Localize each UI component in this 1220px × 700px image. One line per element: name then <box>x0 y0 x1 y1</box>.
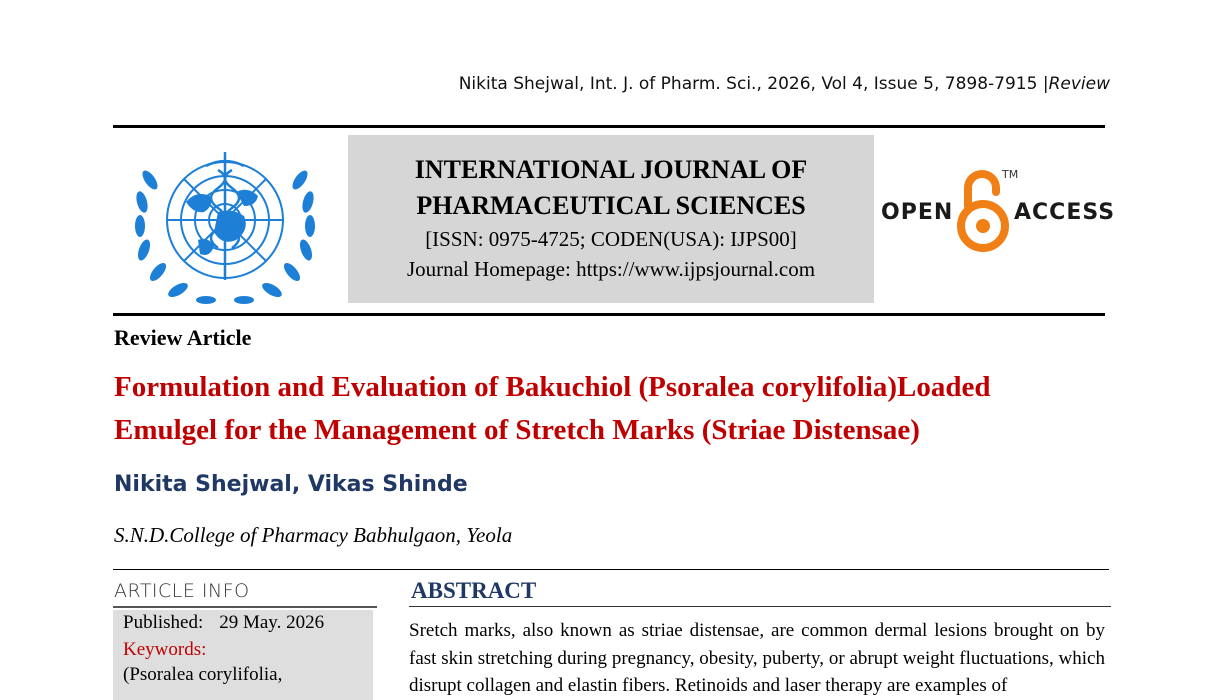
article-title <box>114 366 1114 452</box>
header-bottom-rule <box>113 313 1105 316</box>
keywords-value: (Psoralea corylifolia, <box>123 664 283 685</box>
citation-type: Review <box>1048 74 1110 94</box>
header-top-rule <box>113 125 1105 128</box>
article-type: Review Article <box>114 325 252 350</box>
article-info-heading: ARTICLE INFO <box>114 580 250 602</box>
open-access-access-text: ACCESS <box>1014 200 1116 225</box>
journal-homepage[interactable]: Journal Homepage: https://www.ijpsjournal.com <box>406 257 816 281</box>
published-date: 29 May. 2026 <box>219 612 325 633</box>
article-title-line2: Emulgel for the Management of Stretch Marks (Striae Distensae) <box>114 414 920 446</box>
abstract-heading: ABSTRACT <box>411 578 537 603</box>
keywords-label: Keywords: <box>123 639 207 660</box>
citation-text: Nikita Shejwal, Int. J. of Pharm. Sci., 2026, Vol 4, Issue 5, 7898-7915 | <box>458 74 1049 94</box>
journal-banner <box>348 135 874 303</box>
abstract-rule <box>409 606 1111 607</box>
article-authors: Nikita Shejwal, Vikas Shinde <box>114 472 468 497</box>
published-label: Published: <box>123 612 204 633</box>
article-title-line1: Formulation and Evaluation of Bakuchiol (Psoralea corylifolia)Loaded <box>114 371 991 403</box>
open-access-open-text: OPEN <box>881 200 954 225</box>
published-row <box>123 612 324 634</box>
journal-name-line1: INTERNATIONAL JOURNAL OF <box>414 155 808 184</box>
citation-line <box>300 74 1110 94</box>
section-divider <box>113 569 1109 570</box>
journal-issn: [ISSN: 0975-4725; CODEN(USA): IJPS00] <box>425 227 797 251</box>
open-access-trademark: TM <box>1002 168 1019 181</box>
journal-emblem-logo <box>126 140 324 308</box>
abstract-text: Sretch marks, also known as striae distensae, are common dermal lesions brought on by fast skin stretching during pregnancy, obesity, puberty, or abrupt weight fluctuations, which disrupt collagen and elastin fibers. Retinoids and laser therapy are examples of <box>409 620 1105 696</box>
article-affiliation: S.N.D.College of Pharmacy Babhulgaon, Yeola <box>114 523 513 547</box>
journal-name-line2: PHARMACEUTICAL SCIENCES <box>416 191 806 220</box>
article-info-rule <box>113 606 377 608</box>
